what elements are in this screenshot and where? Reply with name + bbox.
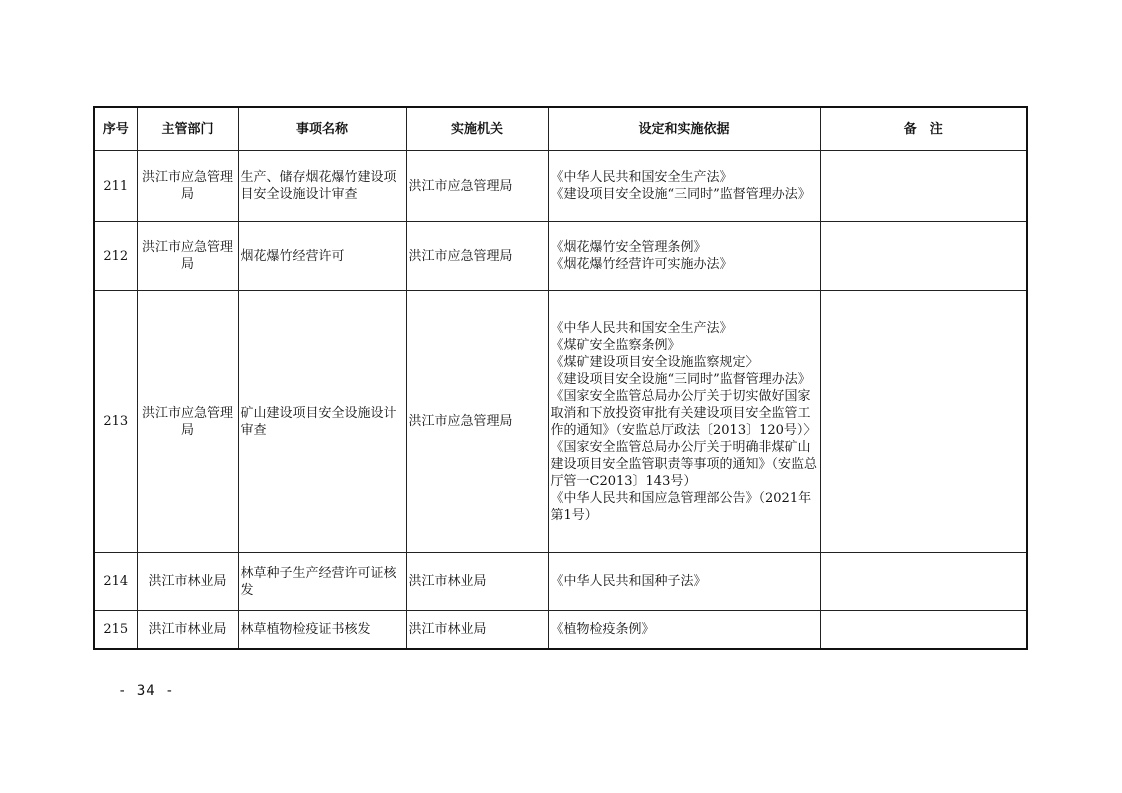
row-note [820,291,1027,553]
row-basis [548,611,820,649]
basis-line: 《国家安全监管总局办公厅关于切实做好国家取消和下放投资审批有关建设项目安全监管工作的通知》（安监总厅政法〔2013〕120号）〉 [550,388,817,438]
basis-line: 《建设项目安全设施“三同时”监督管理办法》 [550,187,811,202]
row-dept: 洪江市林业局 [137,611,238,649]
basis-line: 《植物检疫条例》 [550,621,655,637]
row-seq: 214 [94,553,137,611]
row-dept: 洪江市林业局 [137,553,238,611]
basis-line: 《烟花爆竹经营许可实施办法》 [550,257,733,272]
row-dept: 洪江市应急管理局 [137,151,238,222]
basis-line: 《中华人民共和国应急管理部公告》（2021年第1号） [550,490,812,523]
row-item: 生产、储存烟花爆竹建设项目安全设施设计审查 [238,151,406,222]
basis-line: 《中华人民共和国种子法》 [550,574,707,589]
row-dept: 洪江市应急管理局 [137,222,238,291]
table-row [94,291,1027,553]
row-seq: 211 [94,151,137,222]
row-org: 洪江市林业局 [406,611,548,649]
basis-line: 《国家安全监管总局办公厅关于明确非煤矿山建设项目安全监管职责等事项的通知》（安监总厅管一C2013〕143号） [550,439,818,489]
header-item: 事项名称 [238,107,406,151]
row-org: 洪江市应急管理局 [406,291,548,553]
row-org: 洪江市应急管理局 [406,151,548,222]
approval-items-table [93,106,1028,650]
row-seq: 212 [94,222,137,291]
row-note [820,151,1027,222]
row-item: 矿山建设项目安全设施设计审查 [238,291,406,553]
table-row [94,222,1027,291]
row-item: 林草植物检疫证书核发 [238,611,406,649]
header-basis: 设定和实施依据 [548,107,820,151]
row-seq: 213 [94,291,137,553]
row-seq: 215 [94,611,137,649]
header-note: 备 注 [820,107,1027,151]
row-note [820,222,1027,291]
table-header-row [94,107,1027,151]
table-row [94,553,1027,611]
row-org: 洪江市应急管理局 [406,222,548,291]
row-basis [548,553,820,611]
table-row [94,611,1027,649]
row-basis [548,291,820,553]
header-seq: 序号 [94,107,137,151]
row-note [820,611,1027,649]
table-row [94,151,1027,222]
basis-line: 《烟花爆竹安全管理条例》 [550,240,707,255]
row-item: 烟花爆竹经营许可 [238,222,406,291]
basis-line: 《煤矿安全监察条例》 [550,337,681,353]
basis-line: 《建设项目安全设施“三同时”监督管理办法》 [550,371,811,387]
basis-line: 《煤矿建设项目安全设施监察规定〉 [550,354,759,370]
row-basis [548,222,820,291]
row-dept: 洪江市应急管理局 [137,291,238,553]
page-number: - 34 - [118,683,175,699]
row-item: 林草种子生产经营许可证核发 [238,553,406,611]
header-org: 实施机关 [406,107,548,151]
row-basis [548,151,820,222]
basis-line: 《中华人民共和国安全生产法》 [550,320,733,336]
row-org: 洪江市林业局 [406,553,548,611]
basis-line: 《中华人民共和国安全生产法》 [550,170,733,185]
header-dept: 主管部门 [137,107,238,151]
row-note [820,553,1027,611]
